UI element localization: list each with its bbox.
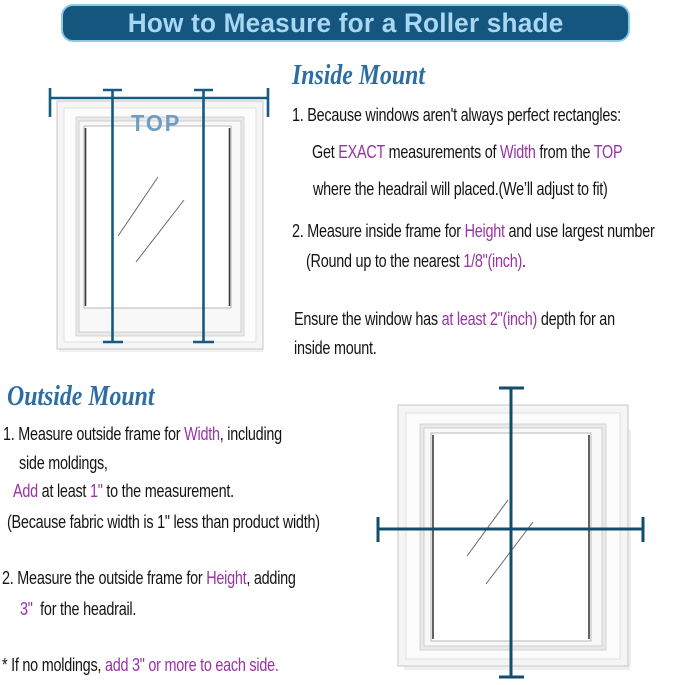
outside-item1-line1: 1. Measure outside frame for Width, including [3, 424, 282, 444]
inside-item2-line2: (Round up to the nearest 1/8"(inch). [306, 251, 526, 271]
outside-item1-line4: (Because fabric width is 1" less than product width) [7, 512, 320, 532]
outside-item1-line3: Add at least 1" to the measurement. [13, 481, 234, 501]
page-title: How to Measure for a Roller shade [127, 7, 564, 38]
inside-item1-line1: 1. Because windows aren't always perfect rectangles: [292, 105, 621, 125]
top-label: TOP [131, 110, 182, 136]
inside-mount-heading: Inside Mount [292, 60, 425, 91]
outside-footnote: * If no moldings, add 3" or more to each side. [2, 655, 279, 675]
window-glass [84, 126, 231, 308]
inside-window-illustration [57, 101, 263, 352]
inside-depth-note-line1: Ensure the window has at least 2"(inch) depth for an [294, 309, 615, 329]
inside-depth-note-line2: inside mount. [294, 338, 377, 358]
inside-item2-line1: 2. Measure inside frame for Height and use largest number [292, 221, 655, 241]
inside-item1-line2: Get EXACT measurements of Width from the TOP [312, 142, 623, 162]
inside-item1-line3: where the headrail will placed.(We’ll adjust to fit) [313, 179, 608, 199]
outside-item2-line2: 3" for the headrail. [20, 599, 137, 619]
outside-item2-line1: 2. Measure the outside frame for Height, adding [2, 568, 296, 588]
outside-item1-line2: side moldings, [19, 453, 108, 473]
outside-window-illustration [398, 405, 631, 670]
outside-mount-heading: Outside Mount [7, 381, 155, 412]
